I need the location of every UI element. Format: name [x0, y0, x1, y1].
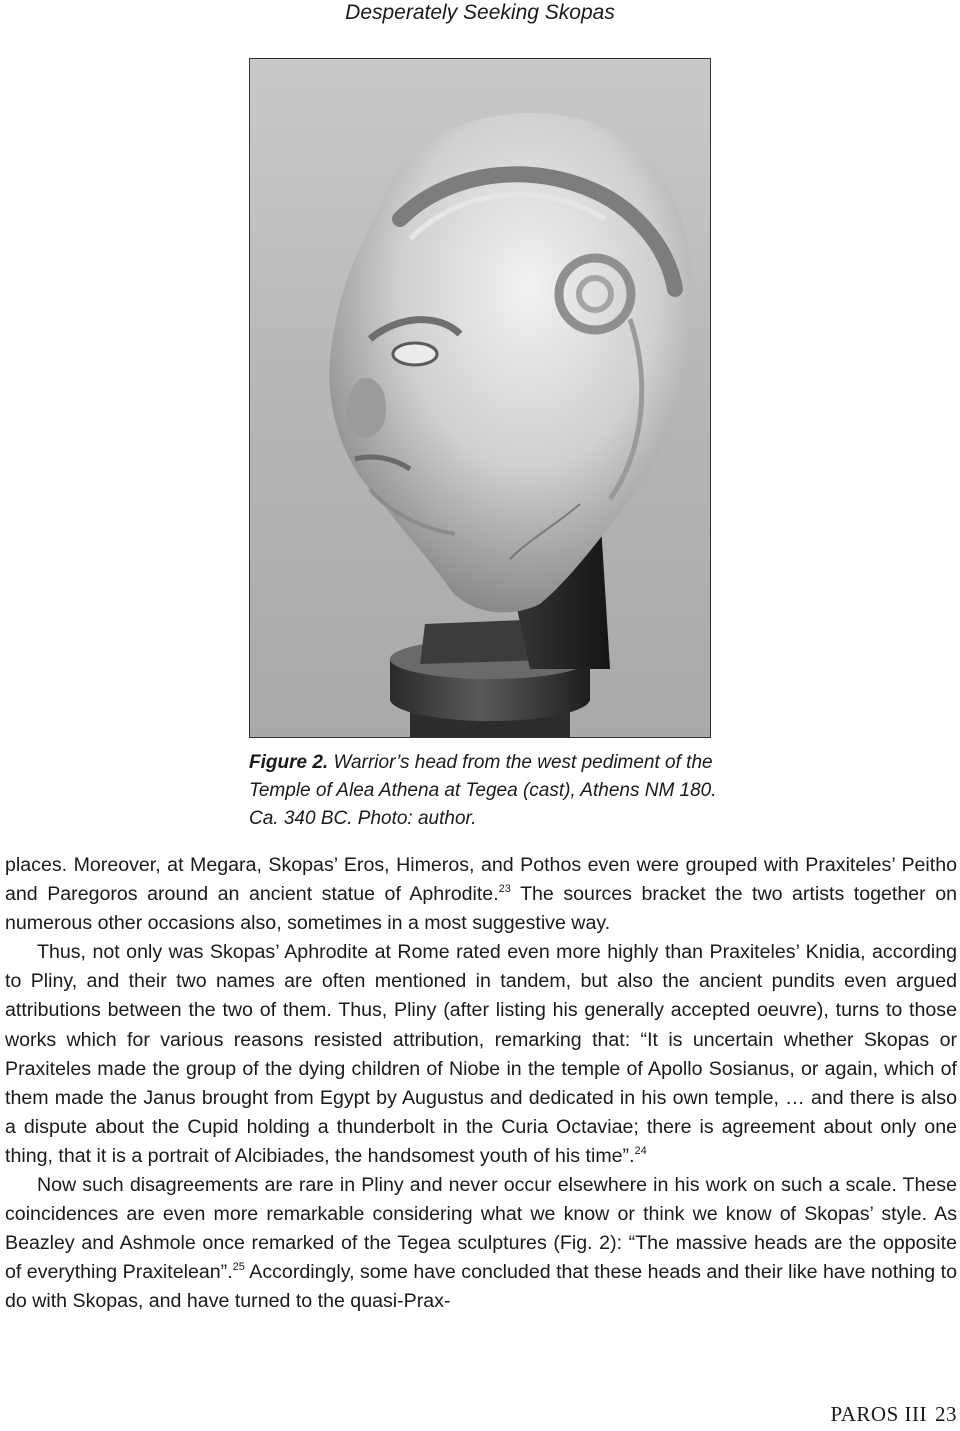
page-number: 23 — [935, 1402, 957, 1426]
journal-name: PAROS III — [830, 1402, 927, 1426]
caption-text: Warrior’s head from the west pediment of the Temple of Alea Athena at Tegea (cast), Athens NM 180. Ca. 340 BC. Photo: author. — [249, 752, 717, 829]
paragraph-2: Thus, not only was Skopas’ Aphrodite at Rome rated even more highly than Praxiteles’ Knidia, according to Pliny, and their two names are often mentioned in tandem, but also the ancient pundits even argued attributions between the two of them. Thus, Pliny (after listing his generally accepted oeuvre), turns to those works which for various reasons resisted attribution, remarking that: “It is uncertain whether Skopas or Praxiteles made the group of the dying children of Niobe in the temple of Apollo Sosianus, or again, which of them made the Janus brought from Egypt by Augustus and dedicated in his own temple, … and there is also a dispute about the Cupid holding a thunderbolt in the Curia Octaviae; there is agreement about only one thing, that it is a portrait of Alcibiades, the handsomest youth of his time”.$^{24}$ — [5, 941, 957, 1167]
footnote-ref-23[interactable]: 23 — [498, 883, 511, 896]
page-footer — [831, 1402, 958, 1427]
caption-label: Figure 2. — [249, 752, 329, 773]
paragraph-1: places. Moreover, at Megara, Skopas’ Eros, Himeros, and Pothos even were grouped with Praxiteles’ Peitho and Paregoros around an ancient statue of Aphrodite.$^{23}$ The sources bracket the two artists together on numerous other occasions also, sometimes in a most suggestive way. — [5, 854, 957, 935]
warrior-head-image — [250, 59, 710, 737]
paragraph-3: Now such disagreements are rare in Pliny and never occur elsewhere in his work on such a scale. These coincidences are even more remarkable considering what we know or think we know of Skopas’ style. As Beazley and Ashmole once remarked of the Tegea sculptures (Fig. 2): “The massive heads are the opposite of everything Praxitelean”.$^{25}$ Accordingly, some have concluded that these heads and their like have nothing to do with Skopas, and have turned to the quasi-Prax- — [5, 1174, 957, 1313]
running-head: Desperately Seeking Skopas — [345, 1, 615, 24]
figure-caption — [249, 749, 719, 833]
body-text — [5, 851, 957, 1317]
footnote-ref-24[interactable]: 24 — [634, 1144, 647, 1157]
footnote-ref-25[interactable]: 25 — [232, 1261, 245, 1274]
figure-photo — [249, 58, 711, 738]
